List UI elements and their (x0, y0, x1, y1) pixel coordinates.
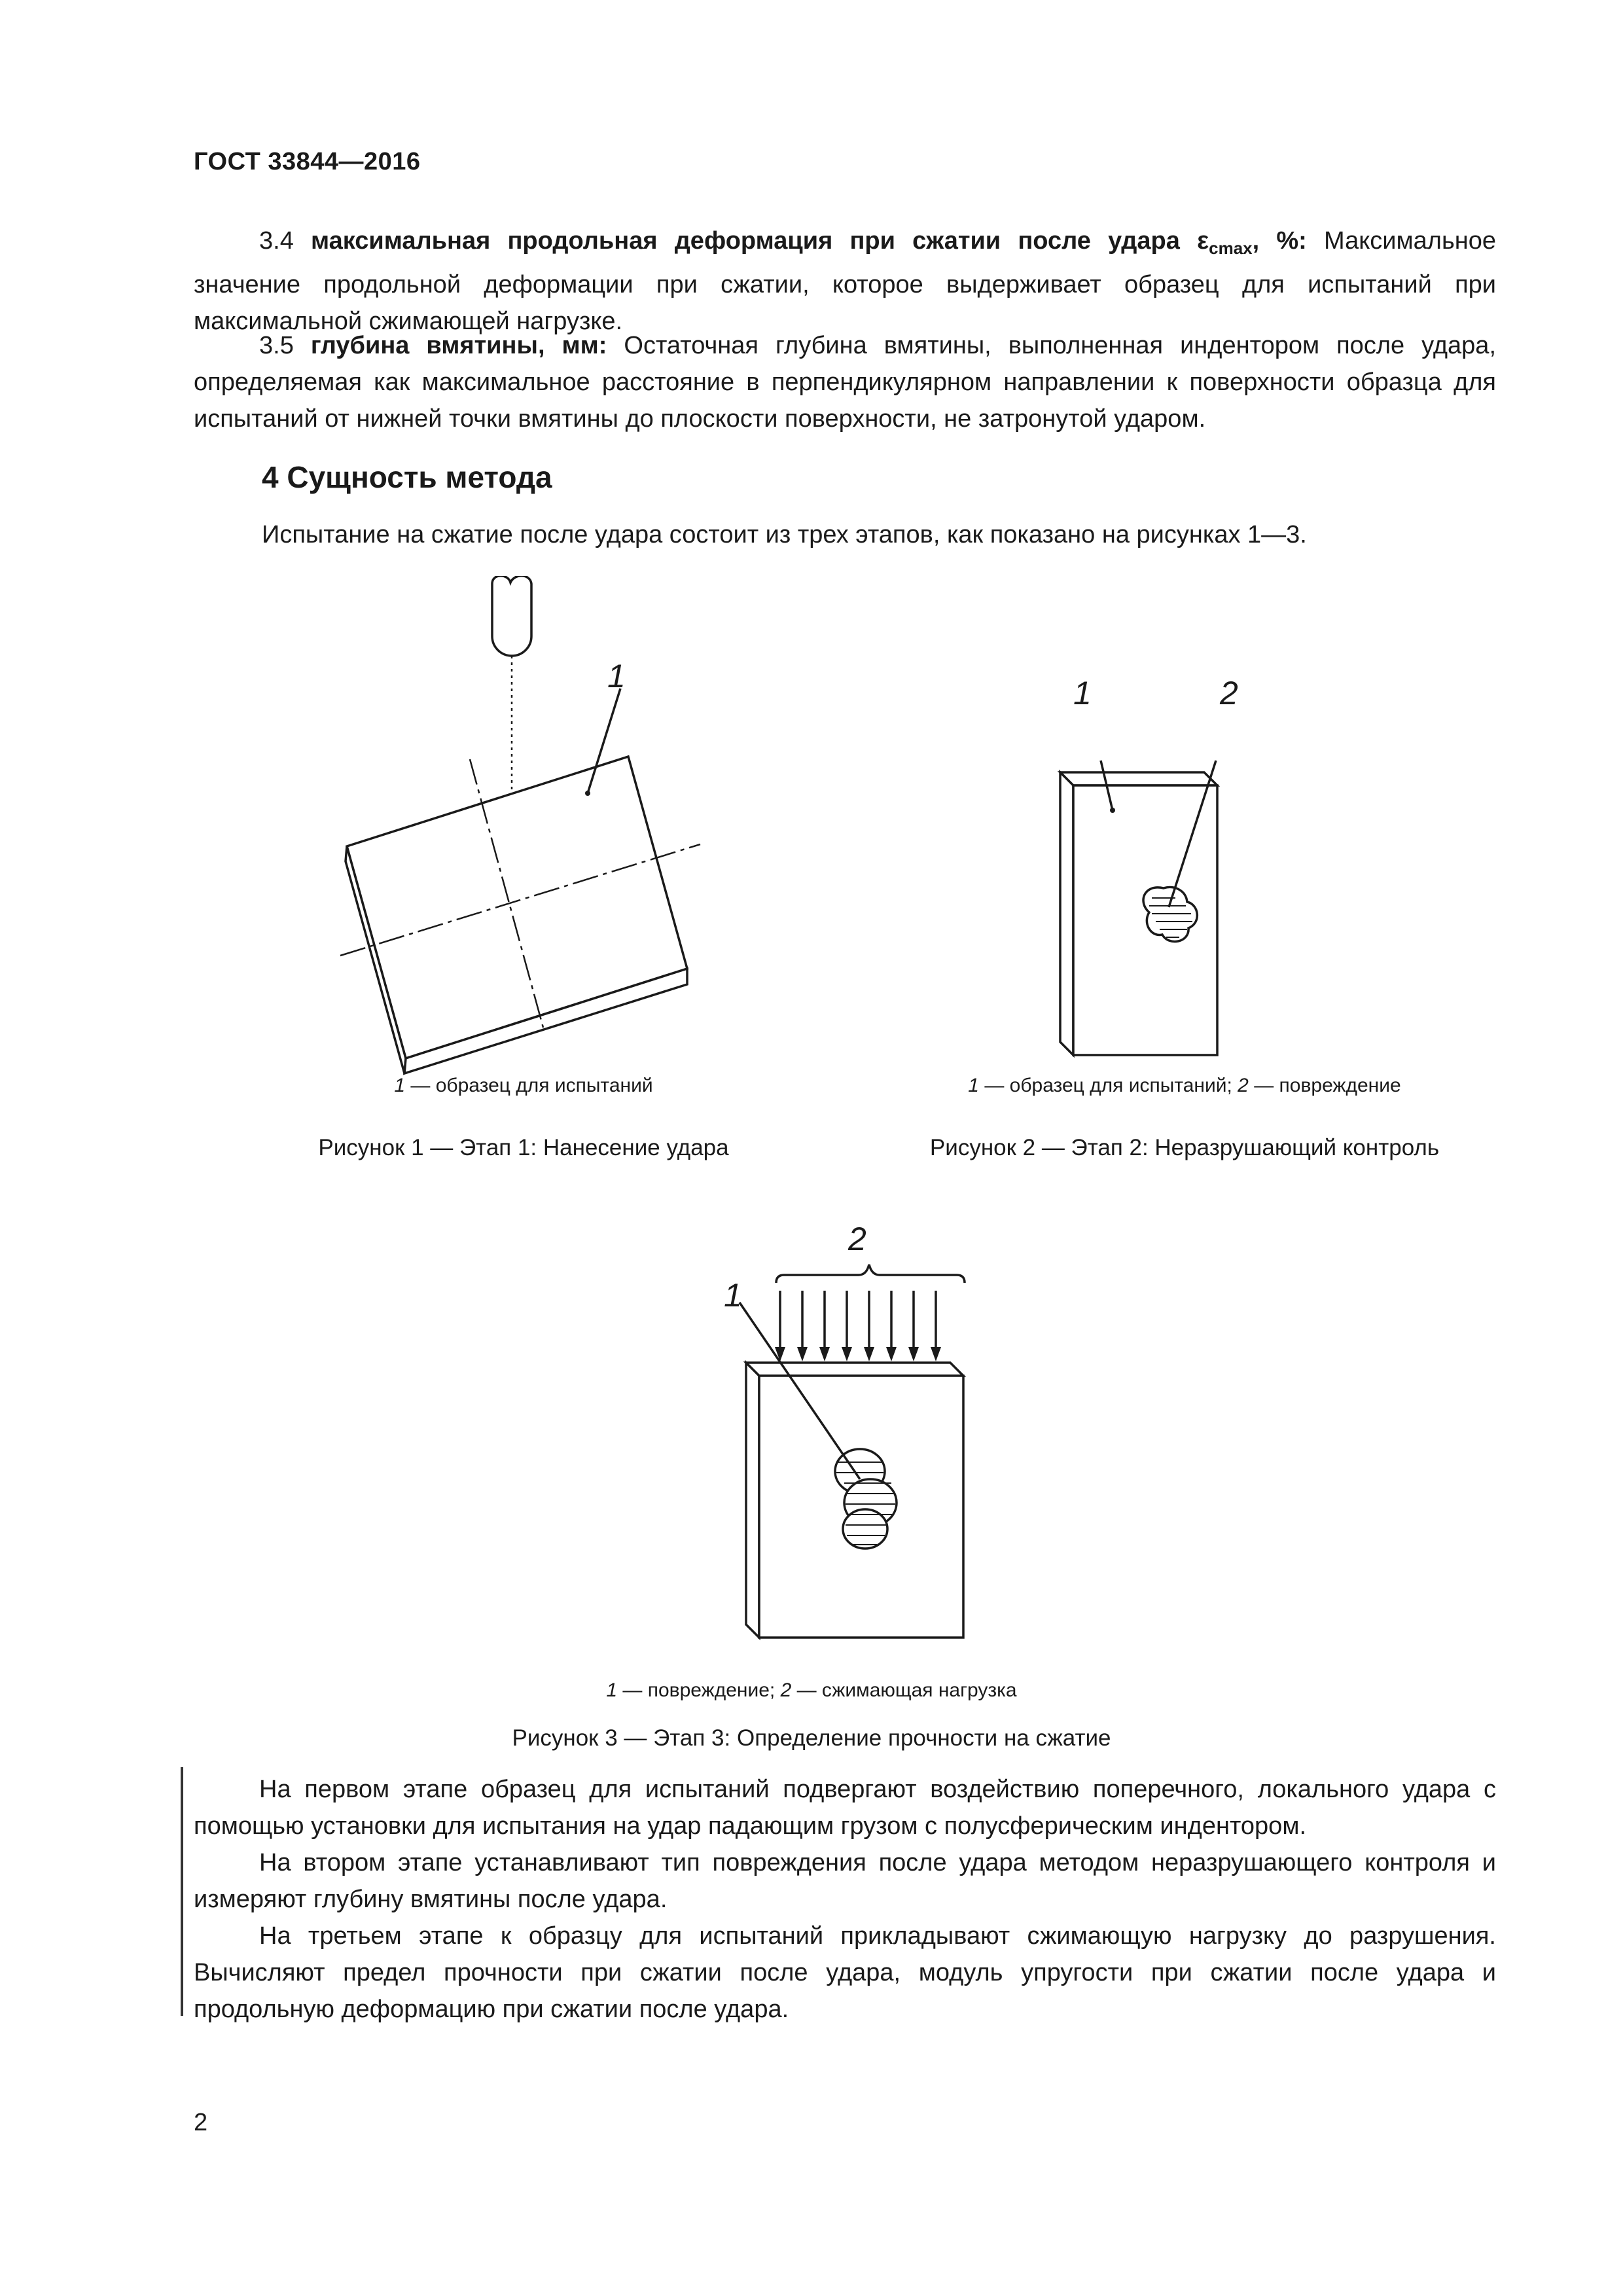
figure-3-caption: Рисунок 3 — Этап 3: Определение прочности на сжатие (512, 1725, 1111, 1751)
figure-2-drawing (1047, 694, 1309, 1086)
figure-1-drawing (288, 576, 759, 1080)
figure-3-label-1: 1 (724, 1277, 742, 1314)
compressive-load-arrows (775, 1291, 941, 1361)
figure-2-caption: Рисунок 2 — Этап 2: Неразрушающий контроль (929, 1135, 1440, 1160)
figure-3-legend: 1 — повреждение; 2 — сжимающая нагрузка (606, 1679, 1017, 1701)
figure-3-label-2: 2 (848, 1221, 866, 1257)
paragraph-stage-1: На первом этапе образец для испытаний подвергают воздействию поперечного, локального удара с помощью установки для испытания на удар падающим грузом с полусферическим индентором. (194, 1776, 1496, 1840)
paragraph-stage-2: На втором этапе устанавливают тип повреждения после удара методом неразрушающего контроля и измеряют глубину вмятины после удара. (194, 1849, 1496, 1913)
figure-2-label-2: 2 (1220, 675, 1238, 711)
specimen-top-side (746, 1363, 963, 1376)
indenter-shape (492, 576, 531, 656)
figure-1-label-1: 1 (607, 658, 626, 694)
paragraph-stage-3: На третьем этапе к образцу для испытаний прикладывают сжимающую нагрузку до разрушения. Вычисляют предел прочности при сжатии после удара, модуль упругости при сжатии после удара и продольную деформацию при сжатии после удара. (194, 1922, 1496, 2023)
page-number: 2 (194, 2109, 208, 2136)
specimen-left-side (1060, 772, 1073, 1055)
specimen-front-face (347, 757, 687, 1058)
specimen-left-side (746, 1363, 759, 1638)
specimen-top-side (1060, 772, 1217, 785)
document-code-header: ГОСТ 33844—2016 (194, 148, 421, 175)
section-intro: Испытание на сжатие после удара состоит из трех этапов, как показано на рисунках 1—3. (262, 521, 1307, 548)
section-title: 4 Сущность метода (262, 460, 552, 494)
definition-number: 3.4 (259, 227, 294, 255)
figure-2-label-1: 1 (1073, 675, 1092, 711)
definition-term: глубина вмятины, мм: (310, 332, 607, 359)
figure-1-caption: Рисунок 1 — Этап 1: Нанесение удара (318, 1135, 729, 1160)
definition-text: Остаточная глубина вмятины, выполненная индентором после удара, определяемая как максимальное расстояние в перпендикулярном направлении к поверхности образца для испытаний от нижней точки вмятины до плоскости поверхности, не затронутой ударом. (194, 332, 1496, 433)
definition-text: Максимальное значение продольной деформации при сжатии, которое выдерживает образец для испытаний при максимальной сжимающей нагрузке. (194, 227, 1497, 335)
figure-1-legend: 1 — образец для испытаний (394, 1075, 653, 1096)
figure-3-drawing (720, 1230, 995, 1676)
revision-change-bar (181, 1767, 183, 2016)
figure-2-legend: 1 — образец для испытаний; 2 — повреждение (968, 1075, 1401, 1096)
definition-3-4 (194, 223, 1496, 340)
method-description (194, 1771, 1496, 2028)
definition-3-5 (194, 327, 1496, 437)
definition-term: максимальная продольная деформация при сжатии после удара $\varepsilon_{cmax}$, %: (311, 227, 1307, 258)
definition-number: 3.5 (259, 332, 294, 359)
load-brace (776, 1265, 965, 1283)
